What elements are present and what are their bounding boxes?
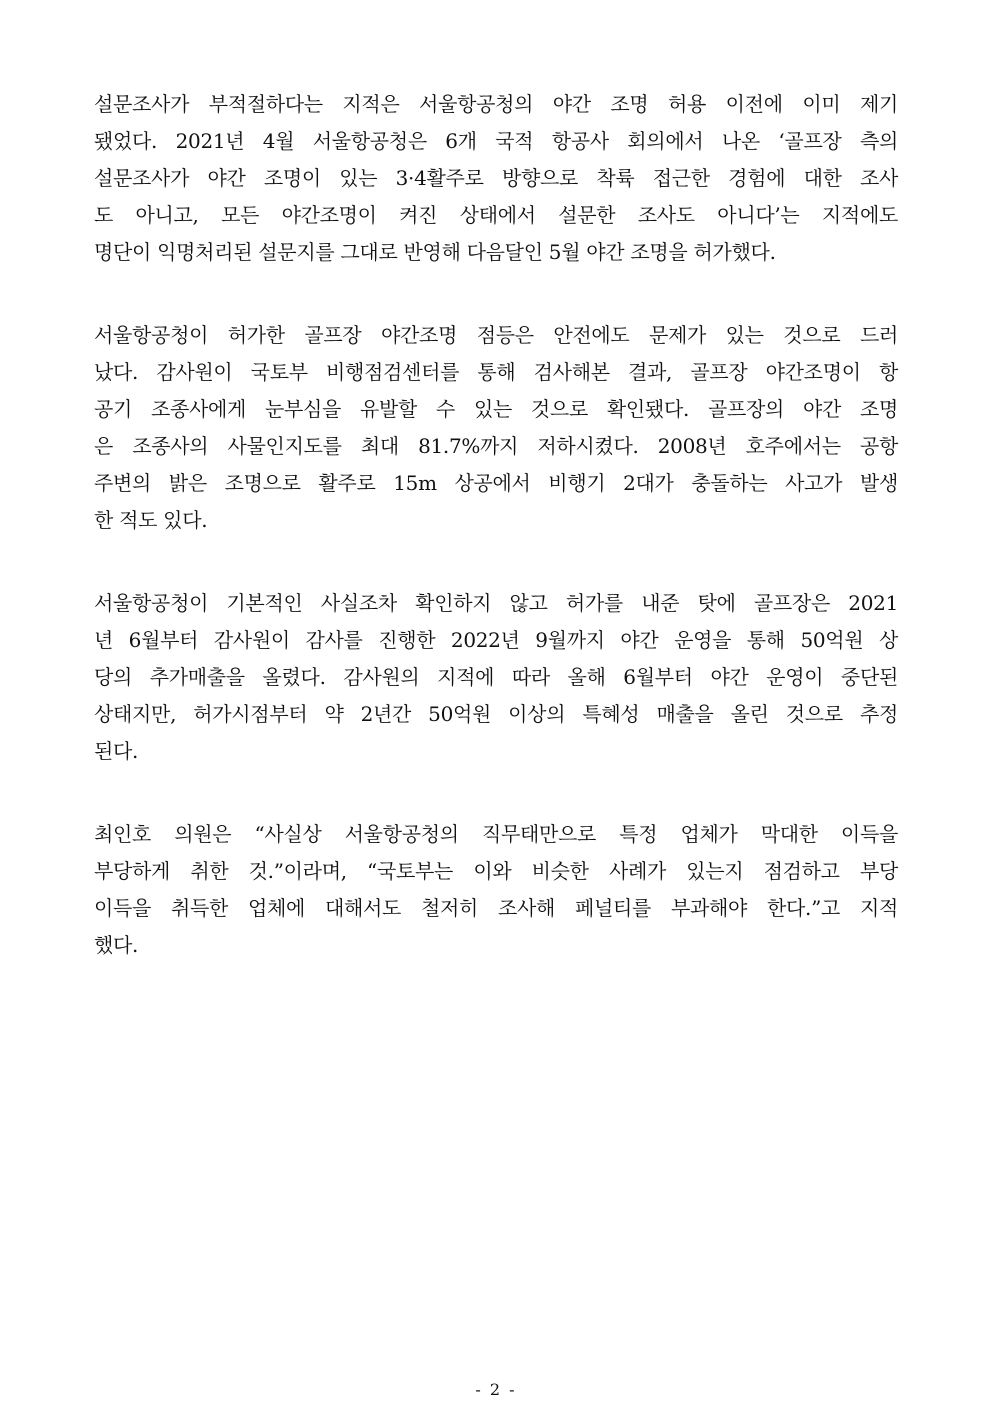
text-line: 부당하게 취한 것.”이라며, “국토부는 이와 비슷한 사례가 있는지 점검하고 부당 [94, 859, 898, 883]
page-number: - 2 - [475, 1380, 517, 1399]
body-text [94, 86, 898, 1010]
paragraph-lawmaker-quote [94, 816, 898, 964]
text-line: 서울항공청이 허가한 골프장 야간조명 점등은 안전에도 문제가 있는 것으로 드러 [94, 323, 898, 347]
text-line: 이득을 취득한 업체에 대해서도 철저히 조사해 페널티를 부과해야 한다.”고 지적 [94, 896, 898, 920]
text-line: 서울항공청이 기본적인 사실조차 확인하지 않고 허가를 내준 탓에 골프장은 2021 [94, 591, 898, 615]
text-line: 은 조종사의 사물인지도를 최대 81.7%까지 저하시켰다. 2008년 호주에서는 공항 [94, 434, 898, 458]
paragraph-extra-revenue [94, 585, 898, 770]
text-line: 최인호 의원은 “사실상 서울항공청의 직무태만으로 특정 업체가 막대한 이득을 [94, 822, 898, 846]
text-line: 주변의 밝은 조명으로 활주로 15m 상공에서 비행기 2대가 충돌하는 사고가 발생 [94, 471, 898, 495]
text-line: 년 6월부터 감사원이 감사를 진행한 2022년 9월까지 야간 운영을 통해 50억원 상 [94, 628, 898, 652]
paragraph-survey-criticism [94, 86, 898, 271]
text-line: 당의 추가매출을 올렸다. 감사원의 지적에 따라 올해 6월부터 야간 운영이 중단된 [94, 665, 898, 689]
text-line: 한 적도 있다. [94, 508, 208, 532]
text-line: 명단이 익명처리된 설문지를 그대로 반영해 다음달인 5월 야간 조명을 허가했다. [94, 240, 776, 264]
text-line: 했다. [94, 933, 139, 957]
text-line: 설문조사가 부적절하다는 지적은 서울항공청의 야간 조명 허용 이전에 이미 제기 [94, 92, 898, 116]
text-line: 됐었다. 2021년 4월 서울항공청은 6개 국적 항공사 회의에서 나온 ‘골프장 측의 [94, 129, 898, 153]
text-line: 도 아니고, 모든 야간조명이 켜진 상태에서 설문한 조사도 아니다’는 지적에도 [94, 203, 898, 227]
text-line: 설문조사가 야간 조명이 있는 3·4활주로 방향으로 착륙 접근한 경험에 대한 조사 [94, 166, 898, 190]
text-line: 공기 조종사에게 눈부심을 유발할 수 있는 것으로 확인됐다. 골프장의 야간 조명 [94, 397, 898, 421]
text-line: 상태지만, 허가시점부터 약 2년간 50억원 이상의 특혜성 매출을 올린 것으로 추정 [94, 702, 898, 726]
text-line: 된다. [94, 739, 139, 763]
paragraph-safety-issue [94, 317, 898, 539]
text-line: 났다. 감사원이 국토부 비행점검센터를 통해 검사해본 결과, 골프장 야간조명이 항 [94, 360, 898, 384]
